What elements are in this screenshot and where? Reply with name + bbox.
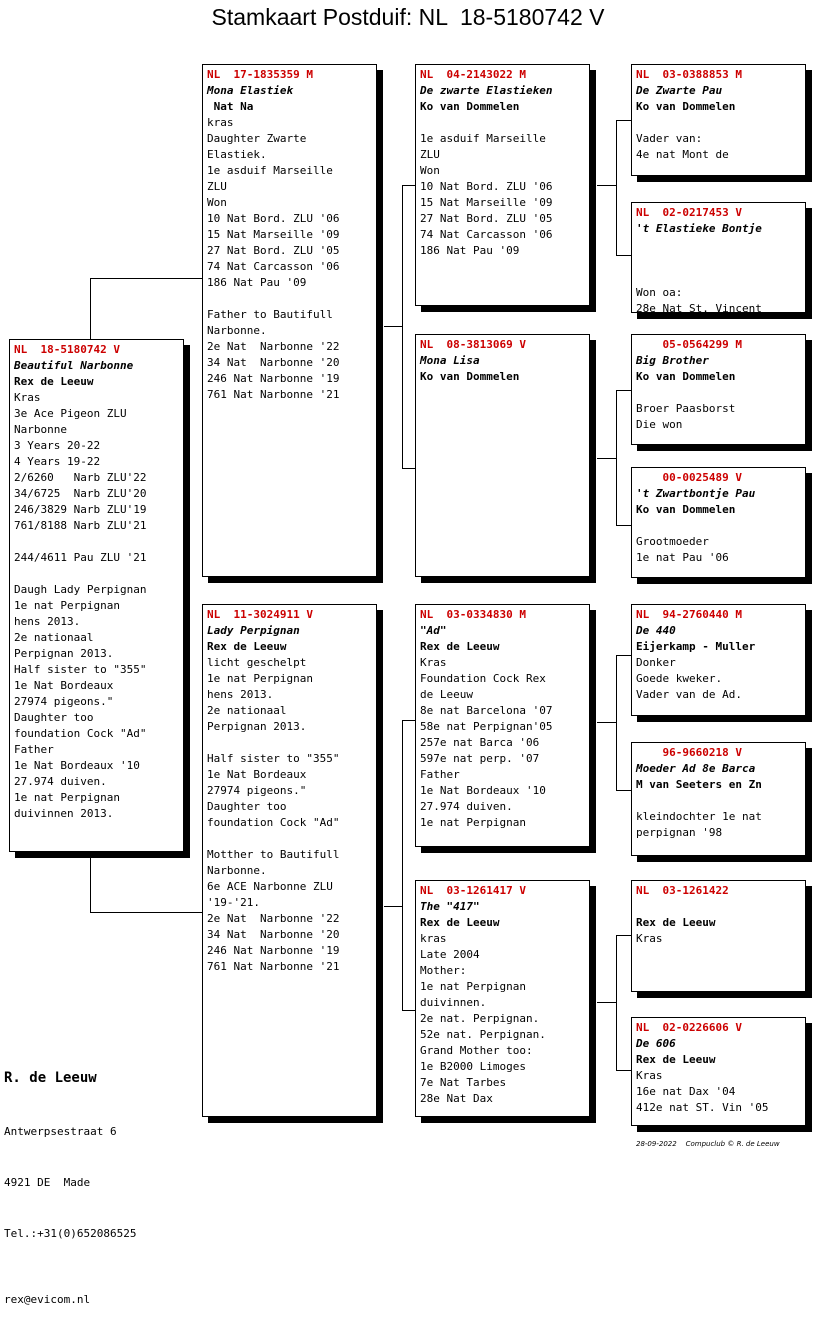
- info-line: Narbonne.: [207, 864, 267, 877]
- ring-number: NL 18-5180742 V: [14, 343, 120, 356]
- connector-line: [90, 912, 204, 913]
- owner-address-street: Antwerpsestraat 6: [4, 1125, 117, 1138]
- ring-number: NL 04-2143022 M: [420, 68, 526, 81]
- info-line: foundation Cock "Ad": [207, 816, 340, 829]
- info-line: [14, 534, 179, 550]
- info-line: Vader van de Ad.: [636, 688, 742, 701]
- info-line: 4 Years 19-22: [14, 455, 101, 468]
- info-line: [207, 831, 372, 847]
- footer-copyright: 28-09-2022 Compuclub © R. de Leeuw: [636, 1140, 780, 1148]
- pigeon-name: Mona Elastiek: [207, 84, 294, 97]
- ring-number: NL 03-0334830 M: [420, 608, 526, 621]
- breeder-name: Ko van Dommelen: [420, 100, 520, 113]
- pigeon-card-mother: [202, 604, 377, 1117]
- connector-line: [616, 390, 632, 391]
- info-line: [636, 793, 801, 809]
- ring-number: NL 03-1261417 V: [420, 884, 526, 897]
- pigeon-name: De 606: [636, 1037, 676, 1050]
- breeder-name: Nat Na: [207, 100, 254, 113]
- info-line: foundation Cock "Ad": [14, 727, 147, 740]
- info-line: 1e asduif Marseille: [420, 132, 546, 145]
- info-line: kras: [207, 116, 234, 129]
- info-line: 1e B2000 Limoges: [420, 1060, 526, 1073]
- pigeon-name: Big Brother: [636, 354, 709, 367]
- page-title: Stamkaart Postduif: NL 18-5180742 V: [211, 4, 605, 30]
- ring-number: NL 03-1261422: [636, 884, 729, 897]
- breeder-name: Rex de Leeuw: [420, 640, 500, 653]
- connector-line: [90, 278, 91, 340]
- info-line: Grand Mother too:: [420, 1044, 533, 1057]
- ring-number: NL 17-1835359 M: [207, 68, 313, 81]
- info-line: [636, 518, 801, 534]
- connector-line: [616, 655, 632, 656]
- breeder-name: Rex de Leeuw: [636, 916, 716, 929]
- info-line: 2e Nat Narbonne '22: [207, 340, 340, 353]
- pigeon-card-maternal-grandmother: [415, 880, 590, 1117]
- info-line: licht geschelpt: [207, 656, 307, 669]
- info-line: 27 Nat Bord. ZLU '05: [420, 212, 553, 225]
- info-line: Daugh Lady Perpignan: [14, 583, 147, 596]
- pigeon-name: Mona Lisa: [420, 354, 480, 367]
- info-line: [207, 291, 372, 307]
- ring-number: 05-0564299 M: [636, 338, 742, 351]
- info-line: 10 Nat Bord. ZLU '06: [420, 180, 553, 193]
- pigeon-name: De zwarte Elastieken: [420, 84, 553, 97]
- info-line: Elastiek.: [207, 148, 267, 161]
- pigeon-card-ggp-6: [631, 742, 806, 856]
- info-line: 52e nat. Perpignan.: [420, 1028, 546, 1041]
- connector-line: [597, 458, 616, 459]
- info-line: Die won: [636, 418, 683, 431]
- connector-line: [90, 278, 204, 279]
- connector-line: [616, 1070, 632, 1071]
- info-line: 761 Nat Narbonne '21: [207, 388, 340, 401]
- pigeon-name: De Zwarte Pau: [636, 84, 723, 97]
- pigeon-card-maternal-grandfather: [415, 604, 590, 847]
- connector-line: [384, 906, 402, 907]
- ring-number: 00-0025489 V: [636, 471, 742, 484]
- info-line: '19-'21.: [207, 896, 260, 909]
- info-line: Half sister to "355": [207, 752, 340, 765]
- info-line: 27974 pigeons.": [207, 784, 307, 797]
- breeder-name: [636, 237, 801, 253]
- info-line: 8e nat Barcelona '07: [420, 704, 553, 717]
- owner-phone: Tel.:+31(0)652086525: [4, 1227, 137, 1240]
- info-line: 412e nat ST. Vin '05: [636, 1101, 769, 1114]
- connector-line: [90, 852, 91, 912]
- info-line: 2e nationaal: [14, 631, 94, 644]
- pigeon-card-ggp-7: [631, 880, 806, 992]
- info-line: 74 Nat Carcasson '06: [207, 260, 340, 273]
- info-line: 3e Ace Pigeon ZLU: [14, 407, 127, 420]
- connector-line: [616, 525, 632, 526]
- info-line: 597e nat perp. '07: [420, 752, 540, 765]
- info-line: ZLU: [420, 148, 440, 161]
- info-line: 761 Nat Narbonne '21: [207, 960, 340, 973]
- breeder-name: Rex de Leeuw: [207, 640, 287, 653]
- connector-line: [616, 255, 632, 256]
- info-line: 1e nat Perpignan: [14, 791, 120, 804]
- info-line: hens 2013.: [14, 615, 81, 628]
- connector-line: [384, 326, 402, 327]
- pigeon-name: Lady Perpignan: [207, 624, 300, 637]
- pigeon-name: The "417": [420, 900, 480, 913]
- info-line: Kras: [636, 1069, 663, 1082]
- info-line: Foundation Cock Rex: [420, 672, 546, 685]
- connector-line: [616, 935, 632, 936]
- info-line: 34 Nat Narbonne '20: [207, 356, 340, 369]
- connector-line: [402, 185, 403, 468]
- info-line: Late 2004: [420, 948, 480, 961]
- info-line: 2e Nat Narbonne '22: [207, 912, 340, 925]
- breeder-name: Rex de Leeuw: [14, 375, 94, 388]
- connector-line: [402, 720, 416, 721]
- info-line: 1e Nat Bordeaux '10: [420, 784, 546, 797]
- ring-number: NL 11-3024911 V: [207, 608, 313, 621]
- pigeon-name: 't Elastieke Bontje: [636, 222, 762, 235]
- owner-address-city: 4921 DE Made: [4, 1176, 91, 1189]
- info-line: Won oa:: [636, 286, 683, 299]
- info-line: Grootmoeder: [636, 535, 709, 548]
- pigeon-card-paternal-grandfather: [415, 64, 590, 306]
- info-line: 16e nat Dax '04: [636, 1085, 736, 1098]
- connector-line: [402, 720, 403, 1010]
- pigeon-card-ggp-1: [631, 64, 806, 176]
- ring-number: NL 02-0217453 V: [636, 206, 742, 219]
- info-line: Father to Bautifull: [207, 308, 333, 321]
- info-line: Father: [420, 768, 460, 781]
- info-line: 58e nat Perpignan'05: [420, 720, 553, 733]
- connector-line: [597, 722, 616, 723]
- info-line: 257e nat Barca '06: [420, 736, 540, 749]
- info-line: 7e Nat Tarbes: [420, 1076, 507, 1089]
- info-line: kleindochter 1e nat: [636, 810, 762, 823]
- info-line: 15 Nat Marseille '09: [207, 228, 340, 241]
- info-line: Perpignan 2013.: [207, 720, 307, 733]
- info-line: Won: [207, 196, 227, 209]
- info-line: Broer Paasborst: [636, 402, 736, 415]
- info-line: 1e nat Pau '06: [636, 551, 729, 564]
- info-line: Perpignan 2013.: [14, 647, 114, 660]
- info-line: [636, 269, 801, 285]
- breeder-name: Rex de Leeuw: [636, 1053, 716, 1066]
- info-line: 28e Nat St. Vincent: [636, 302, 762, 313]
- info-line: ZLU: [207, 180, 227, 193]
- connector-line: [616, 935, 617, 1070]
- ring-number: 96-9660218 V: [636, 746, 742, 759]
- info-line: Motther to Bautifull: [207, 848, 340, 861]
- info-line: 1e asduif Marseille: [207, 164, 333, 177]
- breeder-name: Ko van Dommelen: [636, 100, 736, 113]
- pigeon-card-ggp-3: [631, 334, 806, 445]
- breeder-name: Eijerkamp - Muller: [636, 640, 756, 653]
- info-line: Vader van:: [636, 132, 703, 145]
- pigeon-name: [636, 899, 801, 915]
- info-line: Won: [420, 164, 440, 177]
- info-line: de Leeuw: [420, 688, 473, 701]
- info-line: Half sister to "355": [14, 663, 147, 676]
- info-line: 1e nat Perpignan: [207, 672, 313, 685]
- connector-line: [616, 120, 617, 255]
- info-line: 3 Years 20-22: [14, 439, 101, 452]
- ring-number: NL 94-2760440 M: [636, 608, 742, 621]
- connector-line: [597, 185, 616, 186]
- connector-line: [402, 468, 416, 469]
- breeder-name: Ko van Dommelen: [420, 370, 520, 383]
- info-line: Donker: [636, 656, 676, 669]
- pigeon-name: De 440: [636, 624, 676, 637]
- pigeon-card-ggp-4: [631, 467, 806, 578]
- connector-line: [402, 1010, 416, 1011]
- ring-number: NL 08-3813069 V: [420, 338, 526, 351]
- info-line: 27 Nat Bord. ZLU '05: [207, 244, 340, 257]
- info-line: 1e nat Perpignan: [420, 980, 526, 993]
- info-line: 34/6725 Narb ZLU'20: [14, 487, 147, 500]
- info-line: 2e nationaal: [207, 704, 287, 717]
- info-line: 2/6260 Narb ZLU'22: [14, 471, 147, 484]
- pigeon-name: 't Zwartbontje Pau: [636, 487, 756, 500]
- breeder-name: Rex de Leeuw: [420, 916, 500, 929]
- owner-email: rex@evicom.nl: [4, 1293, 91, 1306]
- ring-number: NL 03-0388853 M: [636, 68, 742, 81]
- info-line: 34 Nat Narbonne '20: [207, 928, 340, 941]
- info-line: 246 Nat Narbonne '19: [207, 372, 340, 385]
- info-line: Narbonne: [14, 423, 67, 436]
- pigeon-card-subject: [9, 339, 184, 852]
- info-line: 27974 pigeons.": [14, 695, 114, 708]
- info-line: 1e Nat Bordeaux: [14, 679, 114, 692]
- info-line: 761/8188 Narb ZLU'21: [14, 519, 147, 532]
- info-line: kras: [420, 932, 447, 945]
- info-line: 6e ACE Narbonne ZLU: [207, 880, 333, 893]
- info-line: 74 Nat Carcasson '06: [420, 228, 553, 241]
- breeder-name: M van Seeters en Zn: [636, 778, 762, 791]
- info-line: 186 Nat Pau '09: [420, 244, 520, 257]
- connector-line: [616, 390, 617, 525]
- info-line: 15 Nat Marseille '09: [420, 196, 553, 209]
- info-line: 2e nat. Perpignan.: [420, 1012, 540, 1025]
- info-line: 1e Nat Bordeaux: [207, 768, 307, 781]
- info-line: [420, 115, 585, 131]
- info-line: 28e Nat Dax: [420, 1092, 493, 1105]
- connector-line: [616, 790, 632, 791]
- pigeon-name: "Ad": [420, 624, 447, 637]
- info-line: [636, 385, 801, 401]
- pigeon-card-father: [202, 64, 377, 577]
- connector-line: [597, 1002, 616, 1003]
- info-line: 1e Nat Bordeaux '10: [14, 759, 140, 772]
- info-line: 244/4611 Pau ZLU '21: [14, 551, 147, 564]
- info-line: Goede kweker.: [636, 672, 723, 685]
- info-line: hens 2013.: [207, 688, 274, 701]
- info-line: [636, 253, 801, 269]
- info-line: perpignan '98: [636, 826, 723, 839]
- info-line: 1e nat Perpignan: [14, 599, 120, 612]
- info-line: Daughter too: [207, 800, 287, 813]
- pigeon-name: Beautiful Narbonne: [14, 359, 134, 372]
- info-line: Mother:: [420, 964, 467, 977]
- info-line: Kras: [14, 391, 41, 404]
- info-line: 27.974 duiven.: [420, 800, 513, 813]
- info-line: 246 Nat Narbonne '19: [207, 944, 340, 957]
- info-line: Father: [14, 743, 54, 756]
- ring-number: NL 02-0226606 V: [636, 1021, 742, 1034]
- info-line: 27.974 duiven.: [14, 775, 107, 788]
- info-line: Narbonne.: [207, 324, 267, 337]
- info-line: 10 Nat Bord. ZLU '06: [207, 212, 340, 225]
- info-line: Kras: [420, 656, 447, 669]
- info-line: duivinnen.: [420, 996, 487, 1009]
- pigeon-card-paternal-grandmother: [415, 334, 590, 577]
- pigeon-card-ggp-8: [631, 1017, 806, 1126]
- connector-line: [616, 655, 617, 790]
- info-line: duivinnen 2013.: [14, 807, 114, 820]
- info-line: [14, 566, 179, 582]
- info-line: 246/3829 Narb ZLU'19: [14, 503, 147, 516]
- info-line: 1e nat Perpignan: [420, 816, 526, 829]
- pigeon-name: Moeder Ad 8e Barca: [636, 762, 756, 775]
- info-line: Daughter too: [14, 711, 94, 724]
- info-line: Daughter Zwarte: [207, 132, 307, 145]
- connector-line: [402, 185, 416, 186]
- info-line: Kras: [636, 932, 663, 945]
- breeder-name: Ko van Dommelen: [636, 503, 736, 516]
- info-line: [207, 735, 372, 751]
- owner-name: R. de Leeuw: [4, 1070, 97, 1086]
- owner-block: [4, 1036, 136, 1325]
- info-line: [636, 115, 801, 131]
- connector-line: [616, 120, 632, 121]
- pigeon-card-ggp-5: [631, 604, 806, 716]
- breeder-name: Ko van Dommelen: [636, 370, 736, 383]
- info-line: 4e nat Mont de: [636, 148, 729, 161]
- pigeon-card-ggp-2: [631, 202, 806, 313]
- info-line: 186 Nat Pau '09: [207, 276, 307, 289]
